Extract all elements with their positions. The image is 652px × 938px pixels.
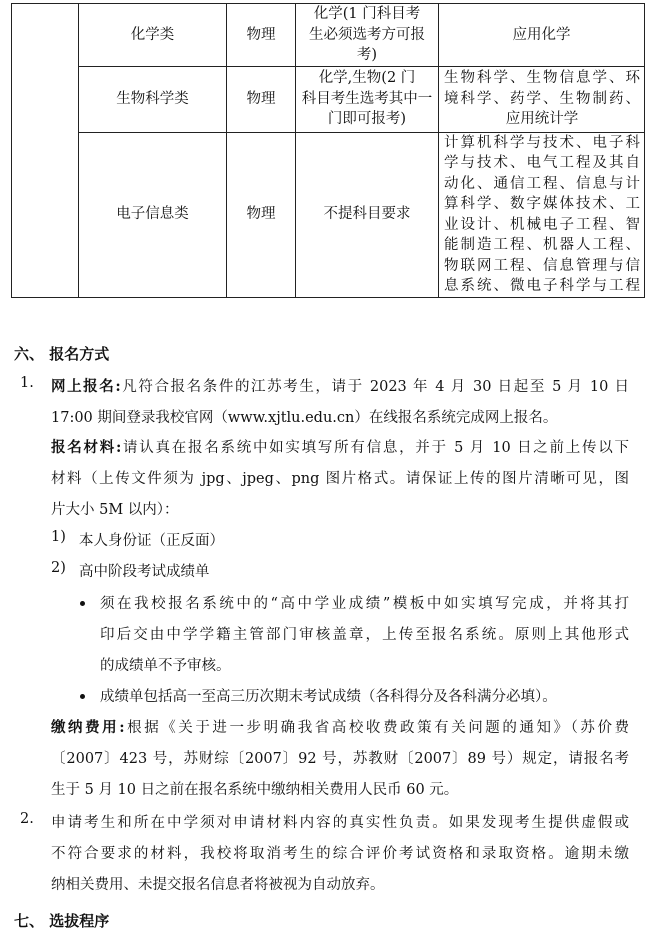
list-item: 高中阶段考试成绩单	[79, 564, 210, 580]
subject-cell: 物理	[227, 4, 296, 67]
category-cell: 电子信息类	[79, 132, 227, 297]
table-row	[12, 66, 645, 132]
paragraph-line: 〔2007〕423 号，苏财综〔2007〕92 号，苏教财〔2007〕89 号）规定，请报名考	[51, 751, 629, 767]
section-heading: 六、 报名方式	[14, 345, 110, 363]
bullet-icon	[80, 601, 85, 606]
subject-requirements-table	[11, 3, 645, 298]
paragraph-line: 17:00 期间登录我校官网（www.xjtlu.edu.cn）在线报名系统完成网上报名。	[51, 410, 558, 426]
subject-cell: 物理	[227, 66, 296, 132]
section-heading: 七、 选拔程序	[14, 912, 110, 930]
table-merged-cell	[12, 4, 79, 298]
list-number: 2.	[20, 811, 34, 827]
field-label: 缴纳费用:	[51, 719, 125, 736]
category-cell: 生物科学类	[79, 66, 227, 132]
requirement-cell: 化学(1 门科目考 生必须选考方可报 考)	[296, 4, 439, 67]
requirement-cell: 不提科目要求	[296, 132, 439, 297]
paragraph-line: 成绩单包括高一至高三历次期末考试成绩（各科得分及各科满分必填）。	[100, 689, 557, 705]
bullet-icon	[80, 694, 85, 699]
paragraph-line: 片大小 5M 以内）：	[51, 502, 179, 518]
paragraph-line: 缴纳费用:根据《关于进一步明确我省高校收费政策有关问题的通知》（苏价费	[51, 719, 629, 736]
paragraph-line: 材料（上传文件须为 jpg、jpeg、png 图片格式。请保证上传的图片清晰可见，图	[51, 471, 629, 487]
list-item: 本人身份证（正反面）	[79, 533, 224, 549]
table-row	[12, 4, 645, 67]
subject-cell: 物理	[227, 132, 296, 297]
paragraph-line: 网上报名:凡符合报名条件的江苏考生，请于 2023 年 4 月 30 日起至 5 月 10 日	[51, 378, 629, 395]
paragraph-line: 生于 5 月 10 日之前在报名系统中缴纳相关费用人民币 60 元。	[51, 782, 459, 798]
field-label: 网上报名:	[51, 378, 121, 395]
table-row	[12, 132, 645, 297]
list-number: 1.	[20, 375, 34, 391]
paragraph-line: 的成绩单不予审核。	[100, 658, 231, 674]
majors-cell: 生物科学、生物信息学、环 境科学、药学、生物制药、 应用统计学	[439, 66, 645, 132]
paragraph-line: 纳相关费用、未提交报名信息者将被视为自动放弃。	[51, 877, 385, 893]
category-cell: 化学类	[79, 4, 227, 67]
field-label: 报名材料:	[51, 439, 122, 456]
paragraph-line: 须在我校报名系统中的“高中学业成绩”模板中如实填写完成，并将其打	[100, 596, 629, 612]
list-number: 2)	[51, 560, 66, 576]
paragraph-line: 不符合要求的材料，我校将取消考生的综合评价考试资格和录取资格。逾期未缴	[51, 846, 629, 862]
paragraph-line: 报名材料:请认真在报名系统中如实填写所有信息，并于 5 月 10 日之前上传以下	[51, 439, 629, 456]
list-number: 1)	[51, 529, 66, 545]
majors-cell: 计算机科学与技术、电子科 学与技术、电气工程及其自 动化、通信工程、信息与计 算科学、数字媒体技术、工 业设计、机械电子工程、智 能制造工程、机器人工程、 物联网工程、信息管理与信 息系统、微电子科学与工程	[439, 132, 645, 297]
majors-cell: 应用化学	[439, 4, 645, 67]
paragraph-line: 申请考生和所在中学须对申请材料内容的真实性负责。如果发现考生提供虚假或	[51, 815, 629, 831]
paragraph-line: 印后交由中学学籍主管部门审核盖章，上传至报名系统。原则上其他形式	[100, 627, 629, 643]
requirement-cell: 化学,生物(2 门 科目考生选考其中一 门即可报考)	[296, 66, 439, 132]
